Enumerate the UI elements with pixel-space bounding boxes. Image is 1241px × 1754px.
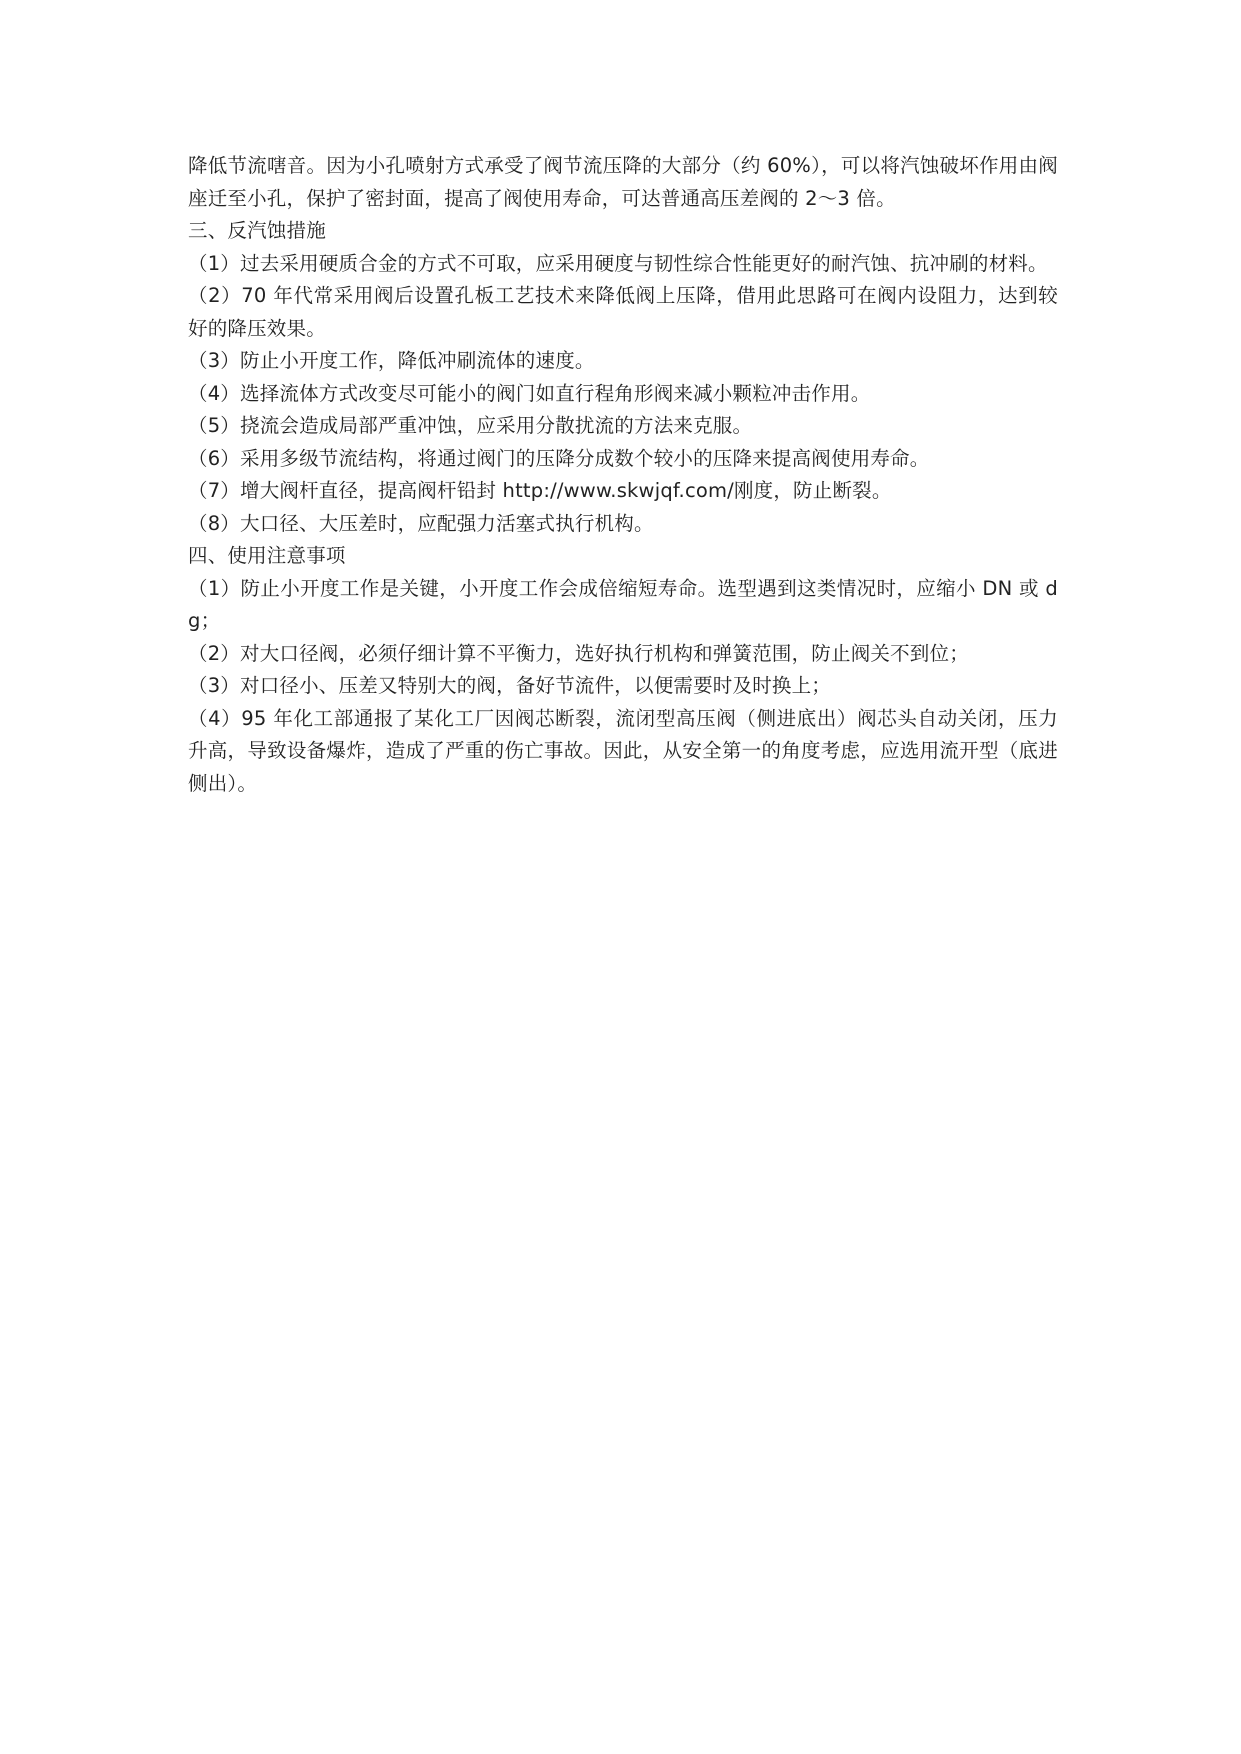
- list-item: （5）挠流会造成局部严重冲蚀，应采用分散扰流的方法来克服。: [188, 414, 753, 437]
- list-item: （6）采用多级节流结构，将通过阀门的压降分成数个较小的压降来提高阀使用寿命。: [188, 446, 930, 470]
- list-item: （3）对口径小、压差又特别大的阀，备好节流件，以便需要时及时换上；: [188, 674, 832, 697]
- intro-paragraph: 降低节流嗐音。因为小孔喷射方式承受了阀节流压降的大部分（约 60%），可以将汽蚀破坏作用由阀座迁至小孔，保护了密封面，提高了阀使用寿命，可达普通高压差阀的 2～3 倍。: [188, 154, 1058, 210]
- list-item: （8）大口径、大压差时，应配强力活塞式执行机构。: [188, 511, 654, 535]
- document-body: [188, 150, 1058, 800]
- list-item: （4）95 年化工部通报了某化工厂因阀芯断裂，流闭型高压阀（侧进底出）阀芯头自动关闭，压力升高，导致设备爆炸，造成了严重的伤亡事故。因此，从安全第一的角度考虑，应选用流开型（底进侧出）。: [188, 706, 1058, 795]
- list-item: （7）增大阀杆直径，提高阀杆铅封 http://www.skwjqf.com/刚度，防止断裂。: [188, 479, 892, 502]
- section-heading-anti-cavitation: 三、反汽蚀措施: [188, 219, 326, 242]
- list-item: （1）防止小开度工作是关键，小开度工作会成倍缩短寿命。选型遇到这类情况时，应缩小 DN 或 dg；: [188, 576, 1058, 632]
- list-item: （2）对大口径阀，必须仔细计算不平衡力，选好执行机构和弹簧范围，防止阀关不到位；: [188, 641, 969, 665]
- list-item: （4）选择流体方式改变尽可能小的阀门如直行程角形阀来减小颗粒冲击作用。: [188, 381, 871, 405]
- section-heading-usage-notes: 四、使用注意事项: [188, 544, 346, 567]
- list-item: （1）过去采用硬质合金的方式不可取，应采用硬度与韧性综合性能更好的耐汽蚀、抗冲刷的材料。: [188, 251, 1048, 275]
- list-item: （3）防止小开度工作，降低冲刷流体的速度。: [188, 349, 595, 372]
- list-item: （2）70 年代常采用阀后设置孔板工艺技术来降低阀上压降，借用此思路可在阀内设阻力，达到较好的降压效果。: [188, 284, 1058, 340]
